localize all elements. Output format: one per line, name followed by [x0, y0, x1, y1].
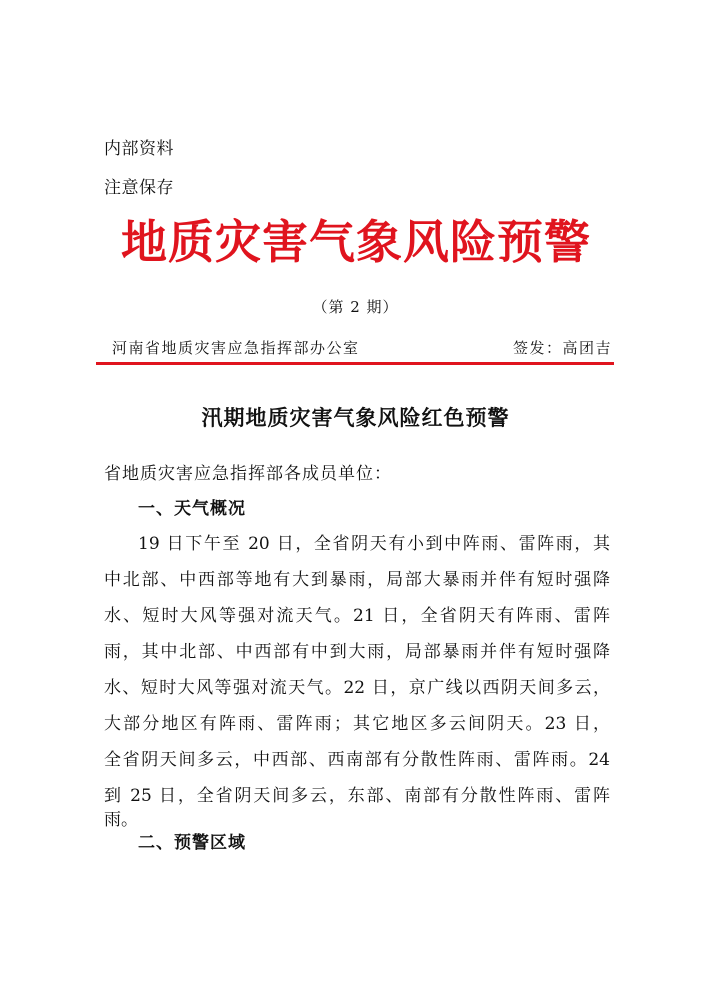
warning-subtitle: 汛期地质灾害气象风险红色预警: [201, 405, 510, 430]
paragraph-line: 大部分地区有阵雨、雷阵雨；其它地区多云间阴天。23 日，: [104, 714, 610, 734]
issue-number: （第 2 期）: [312, 298, 399, 316]
retention-label: 注意保存: [104, 178, 174, 198]
paragraph-line: 雨。: [104, 810, 138, 830]
signer: 签发：高团吉: [512, 339, 612, 357]
paragraph-line: 19 日下午至 20 日，全省阴天有小到中阵雨、雷阵雨，其: [138, 534, 610, 554]
document-title: 地质灾害气象风险预警: [121, 215, 591, 269]
paragraph-line: 中北部、中西部等地有大到暴雨，局部大暴雨并伴有短时强降: [104, 570, 610, 590]
classification-label: 内部资料: [104, 139, 174, 159]
paragraph-line: 水、短时大风等强对流天气。21 日，全省阴天有阵雨、雷阵: [104, 606, 610, 626]
paragraph-line: 水、短时大风等强对流天气。22 日，京广线以西阴天间多云，: [104, 678, 610, 698]
paragraph-line: 全省阴天间多云，中西部、西南部有分散性阵雨、雷阵雨。24: [104, 750, 610, 770]
paragraph-line: 雨，其中北部、中西部有中到大雨，局部暴雨并伴有短时强降: [104, 642, 610, 662]
section-heading-warning-area: 二、预警区域: [138, 833, 246, 853]
addressee: 省地质灾害应急指挥部各成员单位：: [104, 464, 392, 484]
red-divider: [96, 362, 614, 365]
paragraph-line: 到 25 日，全省阴天间多云，东部、南部有分散性阵雨、雷阵: [104, 786, 610, 806]
section-heading-weather: 一、天气概况: [138, 499, 246, 519]
issuer-office: 河南省地质灾害应急指挥部办公室: [112, 339, 360, 357]
